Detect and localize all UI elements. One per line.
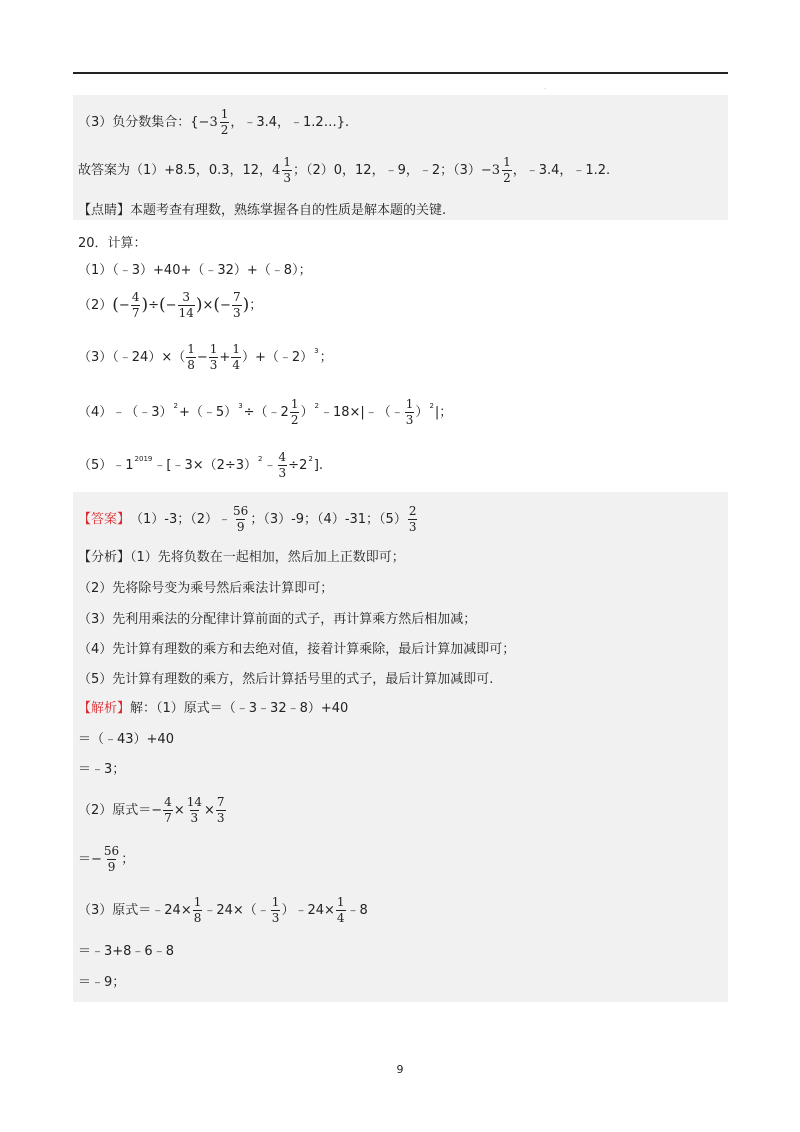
mixed-number: −3 $\frac{1}{2}$ xyxy=(198,107,229,137)
solution-line-1: 【解析】 解：（1）原式＝（﹣3﹣32﹣8）+40 xyxy=(78,701,349,716)
problem-2: （2） ( − $\frac{4}{7}$ ) ÷ ( − $\frac{3}{14}$ ) × ( − $\frac{7}{3}$ ) ； xyxy=(78,290,263,320)
problem-5: （5）﹣1 2019 ﹣[﹣3×（2÷3） 2 ﹣ $\frac{4}{3}$ ÷2 2 ]. xyxy=(78,450,324,480)
solution-line-8: ＝﹣9； xyxy=(78,975,126,990)
fraction: $\frac{1}{3}$ xyxy=(271,895,280,925)
fraction: $\frac{1}{4}$ xyxy=(232,342,240,372)
fraction: $\frac{4}{7}$ xyxy=(131,290,140,320)
fraction: $\frac{4}{7}$ xyxy=(164,795,172,825)
fraction: $\frac{56}{9}$ xyxy=(233,504,249,534)
solution-line-3: ＝﹣3； xyxy=(78,762,126,777)
fraction: $\frac{1}{4}$ xyxy=(336,895,345,925)
problem-4: （4）﹣（﹣3） 2 +（﹣5） 3 ÷（﹣2 $\frac{1}{2}$ ） 2 ﹣18×|﹣（﹣ $\frac{1}{3}$ ） 2 |； xyxy=(78,397,453,427)
header-dot: . xyxy=(544,84,546,91)
mixed-number: 4 $\frac{1}{3}$ xyxy=(272,155,291,185)
fraction: $\frac{7}{3}$ xyxy=(232,290,241,320)
analysis-line-1: 【分析】（1）先将负数在一起相加，然后加上正数即可； xyxy=(78,550,405,565)
fraction: $\frac{1}{2}$ xyxy=(220,107,229,137)
fraction: $\frac{14}{3}$ xyxy=(186,795,202,825)
fraction: $\frac{1}{8}$ xyxy=(187,342,195,372)
negative-fraction-set-line: （3）负分数集合：{ −3 $\frac{1}{2}$ ，﹣3.4，﹣1.2…}. xyxy=(78,107,350,137)
fraction: $\frac{3}{14}$ xyxy=(178,290,194,320)
solution-line-2: ＝（﹣43）+40 xyxy=(78,732,174,747)
fraction: $\frac{2}{3}$ xyxy=(408,504,417,534)
fraction: $\frac{1}{8}$ xyxy=(193,895,202,925)
problem-1: （1）（﹣3）+40+（﹣32）+（﹣8）； xyxy=(78,263,312,278)
analysis-line-3: （3）先利用乘法的分配律计算前面的式子，再计算乘方然后相加减； xyxy=(78,612,477,627)
fraction: $\frac{1}{2}$ xyxy=(503,155,511,185)
fraction: $\frac{56}{9}$ xyxy=(103,844,120,874)
fraction: $\frac{1}{3}$ xyxy=(209,342,218,372)
fraction: $\frac{7}{3}$ xyxy=(216,795,225,825)
solution-line-4: （2）原式＝− $\frac{4}{7}$ × $\frac{14}{3}$ × $\frac{7}{3}$ xyxy=(78,795,225,825)
fraction: $\frac{1}{3}$ xyxy=(283,155,291,185)
analysis-line-4: （4）先计算有理数的乘方和去绝对值，接着计算乘除，最后计算加减即可； xyxy=(78,642,516,657)
solution-line-6: （3）原式＝﹣24× $\frac{1}{8}$ ﹣24×（﹣ $\frac{1}{3}$ ）﹣24× $\frac{1}{4}$ ﹣8 xyxy=(78,895,368,925)
solution-line-5: ＝− $\frac{56}{9}$ ； xyxy=(78,844,135,874)
answer-block xyxy=(73,492,728,1002)
page-number: 9 xyxy=(396,1063,404,1076)
summary-answer-line: 故答案为（1）+8.5，0.3，12， 4 $\frac{1}{3}$ ；（2）0，12，﹣9，﹣2；（3） −3 $\frac{1}{2}$ ，﹣3.4，﹣1.2. xyxy=(78,155,611,185)
header-rule xyxy=(73,72,728,74)
answer-line: 【答案】 （1）-3；（2）﹣ $\frac{56}{9}$ ；（3）-9；（4）-31；（5） $\frac{2}{3}$ xyxy=(78,504,417,534)
fraction: $\frac{4}{3}$ xyxy=(278,450,287,480)
analysis-line-2: （2）先将除号变为乘号然后乘法计算即可； xyxy=(78,581,334,596)
mixed-number: −3 $\frac{1}{2}$ xyxy=(480,155,511,185)
problem-3: （3）（﹣24）×（ $\frac{1}{8}$ − $\frac{1}{3}$ + $\frac{1}{4}$ ）+（﹣2） 3 ； xyxy=(78,342,333,372)
fraction: $\frac{1}{3}$ xyxy=(405,397,414,427)
solution-line-7: ＝﹣3+8﹣6﹣8 xyxy=(78,944,174,959)
fraction: $\frac{1}{2}$ xyxy=(290,397,299,427)
analysis-line-5: （5）先计算有理数的乘方，然后计算括号里的式子，最后计算加减即可. xyxy=(78,672,494,687)
question-title: 20．计算： xyxy=(78,236,147,251)
remark-line: 【点睛】本题考查有理数，熟练掌握各自的性质是解本题的关键. xyxy=(78,203,447,218)
